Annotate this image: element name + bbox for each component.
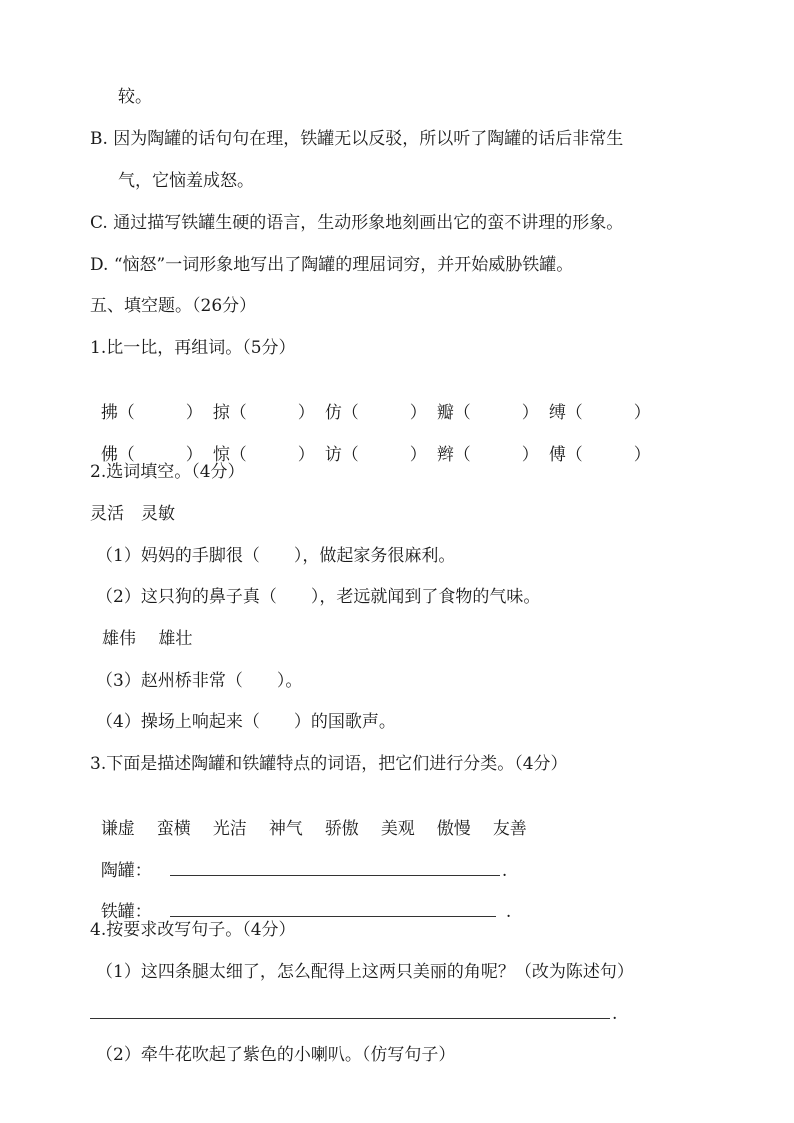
period: . bbox=[501, 861, 508, 881]
tie-answer-line[interactable] bbox=[170, 900, 496, 917]
word-item: 谦虚 bbox=[100, 819, 135, 839]
question-3: 3.下面是描述陶罐和铁罐特点的词语，把它们进行分类。（4分） bbox=[90, 754, 568, 774]
char-row-1 bbox=[90, 377, 651, 425]
tie-label: 铁罐： bbox=[100, 902, 152, 922]
option-b: B. 因为陶罐的话句句在理，铁罐无以反驳，所以听了陶罐的话后非常生 bbox=[90, 129, 624, 149]
char-item: 佛（ ） bbox=[100, 445, 203, 465]
option-b-cont: 气，它恼羞成怒。 bbox=[118, 171, 254, 191]
question-2: 2.选词填空。（4分） bbox=[90, 462, 245, 482]
word-item: 友善 bbox=[492, 819, 527, 839]
period: . bbox=[612, 1004, 618, 1024]
period: . bbox=[505, 902, 512, 922]
fill-sentence-2: （2）这只狗的鼻子真（ ），老远就闻到了食物的气味。 bbox=[96, 587, 541, 607]
word-item: 美观 bbox=[380, 819, 415, 839]
word-item: 光洁 bbox=[212, 819, 247, 839]
fill-sentence-3: （3）赵州桥非常（ ）。 bbox=[96, 671, 303, 691]
char-item: 瓣（ ） bbox=[436, 403, 539, 423]
char-item: 掠（ ） bbox=[212, 403, 315, 423]
question-4: 4.按要求改写句子。（4分） bbox=[90, 920, 296, 940]
tie-answer-row bbox=[90, 876, 511, 924]
word-item: 傲慢 bbox=[436, 819, 471, 839]
text-line: 较。 bbox=[118, 87, 152, 107]
char-item: 访（ ） bbox=[324, 445, 427, 465]
section-title: 五、填空题。（26分） bbox=[90, 296, 257, 316]
char-item: 仿（ ） bbox=[324, 403, 427, 423]
fill-sentence-4: （4）操场上响起来（ ）的国歌声。 bbox=[96, 712, 396, 732]
char-item: 惊（ ） bbox=[212, 445, 315, 465]
word-item: 骄傲 bbox=[324, 819, 359, 839]
word-choice-1: 灵活 灵敏 bbox=[90, 504, 175, 524]
rewrite-sentence-1: （1）这四条腿太细了，怎么配得上这两只美丽的角呢？（改为陈述句） bbox=[96, 962, 634, 982]
option-c: C. 通过描写铁罐生硬的语言，生动形象地刻画出它的蛮不讲理的形象。 bbox=[90, 213, 624, 233]
answer-line-1[interactable] bbox=[90, 1018, 610, 1019]
tao-label: 陶罐： bbox=[100, 861, 152, 881]
tao-answer-line[interactable] bbox=[170, 859, 500, 876]
char-item: 缚（ ） bbox=[548, 403, 651, 423]
fill-sentence-1: （1）妈妈的手脚很（ ），做起家务很麻利。 bbox=[96, 546, 456, 566]
word-item: 神气 bbox=[268, 819, 303, 839]
word-item: 蛮横 bbox=[156, 819, 191, 839]
rewrite-sentence-2: （2）牵牛花吹起了紫色的小喇叭。（仿写句子） bbox=[96, 1045, 456, 1065]
question-1: 1.比一比，再组词。（5分） bbox=[90, 338, 296, 358]
char-item: 拂（ ） bbox=[100, 403, 203, 423]
word-list bbox=[90, 793, 527, 841]
option-d: D. “恼怒”一词形象地写出了陶罐的理屈词穷，并开始威胁铁罐。 bbox=[90, 255, 574, 275]
char-item: 辫（ ） bbox=[436, 445, 539, 465]
word-choice-2: 雄伟 雄壮 bbox=[102, 629, 193, 649]
char-item: 傅（ ） bbox=[548, 445, 651, 465]
